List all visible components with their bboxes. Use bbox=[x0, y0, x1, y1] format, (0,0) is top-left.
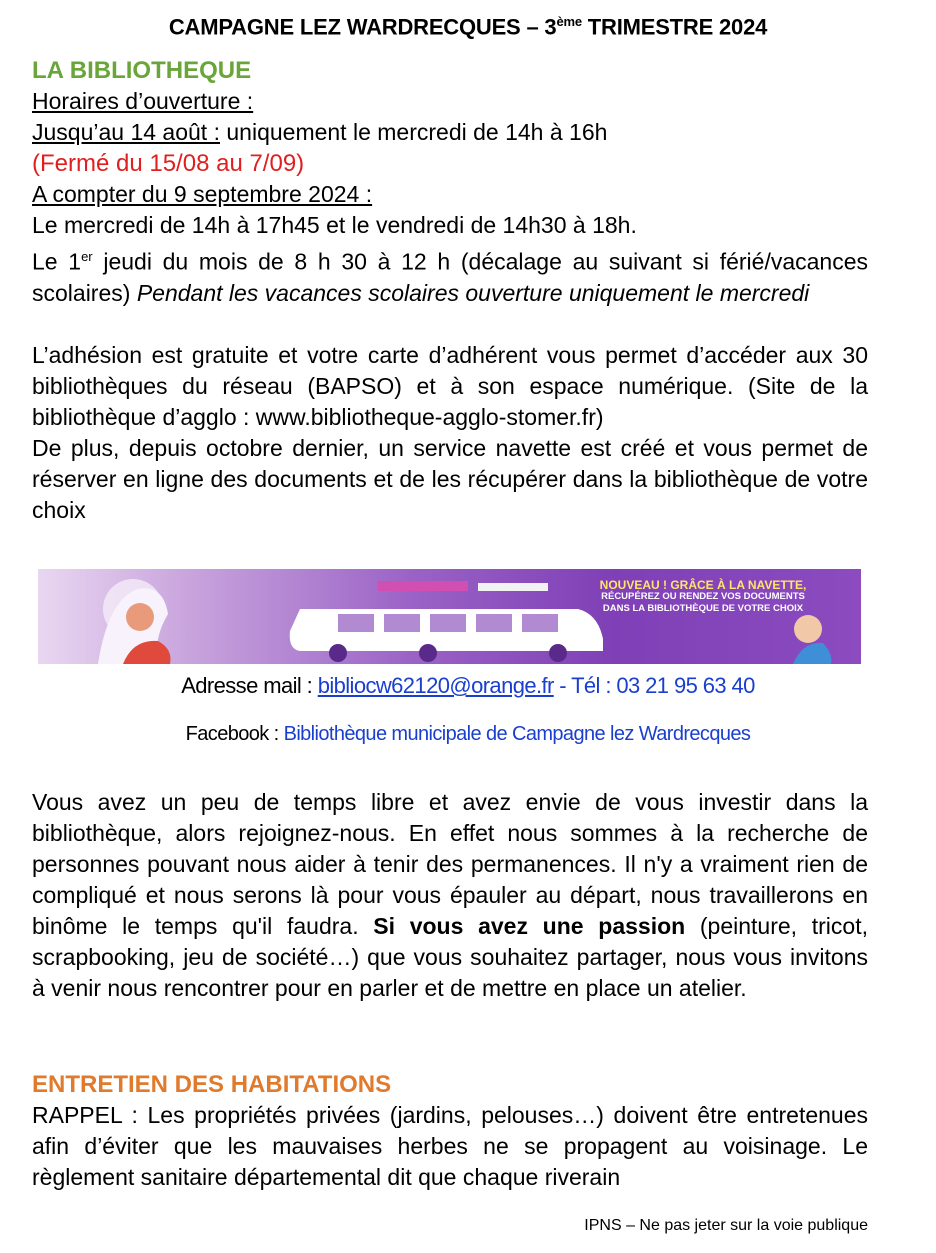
page-title bbox=[0, 14, 936, 40]
jeudi-italic: Pendant les vacances scolaires ouverture uniquement le mercredi bbox=[136, 279, 810, 306]
bibliotheque-section bbox=[32, 55, 868, 526]
benevoles-paragraph bbox=[32, 787, 868, 1004]
facebook-link[interactable]: Bibliothèque municipale de Campagne lez Wardrecques bbox=[283, 723, 751, 745]
benevoles-bold: Si vous avez une passion bbox=[373, 913, 686, 939]
mail-link[interactable]: bibliocw62120@orange.fr bbox=[317, 673, 554, 698]
contact-facebook-line bbox=[0, 723, 936, 746]
horaires-label: Horaires d’ouverture : bbox=[32, 88, 254, 114]
compter-label: A compter du 9 septembre 2024 : bbox=[32, 181, 373, 207]
entretien-title: ENTRETIEN DES HABITATIONS bbox=[32, 1071, 392, 1098]
adhesion-paragraph: L’adhésion est gratuite et votre carte d’adhérent vous permet d’accéder aux 30 bibliothèques du réseau (BAPSO) et à son espace numérique. (Site de la bibliothèque d’agglo : www.bibliotheque-agglo-stomer.fr) bbox=[32, 341, 868, 430]
entretien-paragraph: RAPPEL : Les propriétés privées (jardins, pelouses…) doivent être entretenues afin d’éviter que les mauvaises herbes ne se propagent au voisinage. Le règlement sanitaire départemental dit que chaque riverain bbox=[32, 1102, 868, 1190]
jusqu-line bbox=[32, 117, 868, 148]
jusqu-label: Jusqu’au 14 août : bbox=[32, 119, 220, 145]
bibliotheque-title: LA BIBLIOTHEQUE bbox=[32, 57, 252, 84]
title-sup: ème bbox=[556, 14, 582, 29]
title-prefix: CAMPAGNE LEZ WARDRECQUES – 3 bbox=[168, 14, 557, 40]
facebook-label: Facebook : bbox=[185, 723, 284, 745]
jeudi-post: jeudi du mois de 8 h 30 à 12 h (décalage au suivant si férié/vacances scolaires) bbox=[32, 248, 869, 306]
title-suffix: TRIMESTRE 2024 bbox=[581, 14, 768, 40]
entretien-section bbox=[32, 1069, 868, 1193]
navette-banner bbox=[38, 569, 861, 664]
tel-text: - Tél : 03 21 95 63 40 bbox=[553, 673, 755, 698]
navette-paragraph: De plus, depuis octobre dernier, un service navette est créé et vous permet de réserver en ligne des documents et de les récupérer dans la bibliothèque de votre choix bbox=[32, 434, 868, 523]
benevoles-text1: Vous avez un peu de temps libre et avez envie de vous investir dans la bibliothèque, alors rejoignez-nous. En effet nous sommes à la recherche de personnes pouvant nous aider à tenir des permanences. Il n'y a vraiment rien de compliqué et nous serons là pour vous épauler au départ, nous travaillerons en binôme le temps qu'il faudra. bbox=[32, 789, 868, 939]
jeudi-pre: Le 1 bbox=[32, 248, 82, 275]
mercredi-line: Le mercredi de 14h à 17h45 et le vendredi de 14h30 à 18h. bbox=[32, 212, 637, 238]
banner-line2: RÉCUPÉREZ OU RENDEZ VOS DOCUMENTS bbox=[601, 591, 805, 602]
ferme-notice: (Fermé du 15/08 au 7/09) bbox=[32, 150, 305, 177]
jeudi-paragraph bbox=[32, 241, 868, 309]
banner-text bbox=[573, 579, 833, 615]
mail-label: Adresse mail : bbox=[181, 673, 318, 698]
benevoles-text2: (peinture, tricot, scrapbooking, jeu de société…) que vous souhaitez partager, nous vous invitons à venir nous rencontrer pour en parler et de mettre en place un atelier. bbox=[32, 913, 868, 1001]
jusqu-text: uniquement le mercredi de 14h à 16h bbox=[219, 119, 608, 145]
footer-ipns: IPNS – Ne pas jeter sur la voie publique bbox=[584, 1217, 868, 1234]
benevoles-section bbox=[32, 787, 868, 1004]
contact-mail-line bbox=[0, 673, 936, 699]
banner-line3: DANS LA BIBLIOTHÈQUE DE VOTRE CHOIX bbox=[602, 603, 804, 614]
jeudi-sup: er bbox=[81, 249, 93, 264]
banner-headline: NOUVEAU ! GRÂCE À LA NAVETTE, bbox=[599, 578, 807, 592]
